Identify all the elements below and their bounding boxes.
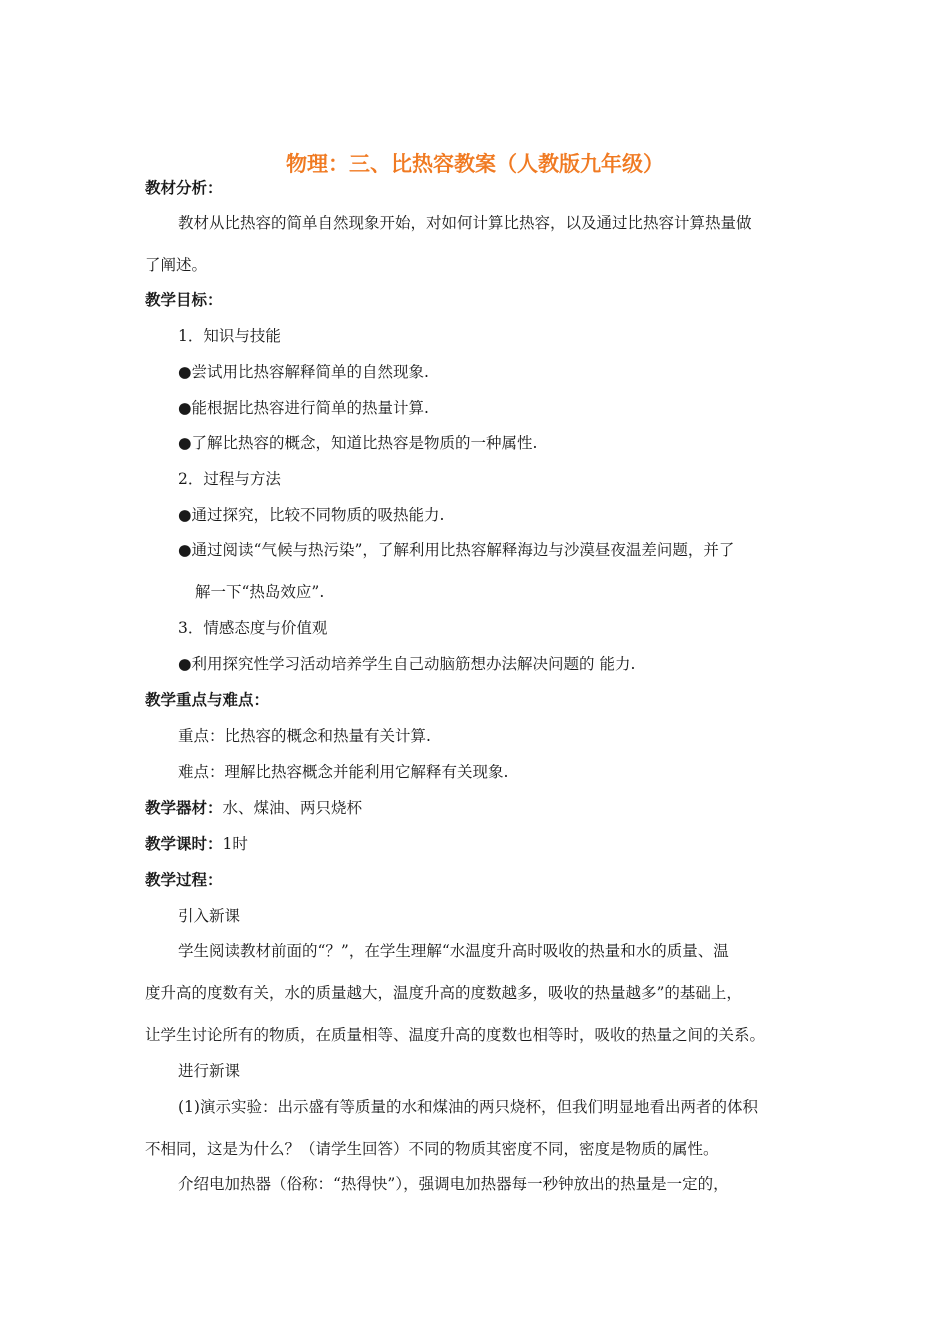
- analysis-paragraph-line-2: 了阐述。: [145, 256, 208, 274]
- keypoint-difficulty: 难点：理解比热容概念并能利用它解释有关现象.: [178, 763, 509, 781]
- equipment-row: [145, 798, 362, 818]
- goal-bullet-1: ●尝试用比热容解释简单的自然现象.: [178, 363, 429, 381]
- process-intro-label: 引入新课: [178, 907, 241, 925]
- goal-bullet-6: ●利用探究性学习活动培养学生自己动脑筋想办法解决问题的 能力.: [178, 655, 636, 673]
- goal-bullet-5-line-2: 解一下“热岛效应”.: [195, 583, 325, 601]
- hours-label: 教学课时：: [145, 835, 223, 853]
- goals-section-2: 2．过程与方法: [178, 470, 281, 488]
- goals-section-1: 1．知识与技能: [178, 327, 281, 345]
- goals-heading: 教学目标：: [145, 291, 223, 309]
- goal-bullet-5-line-1: ●通过阅读“气候与热污染”，了解利用比热容解释海边与沙漠昼夜温差问题，并了: [178, 541, 735, 559]
- process-paragraph-3: 介绍电加热器（俗称：“热得快”），强调电加热器每一秒钟放出的热量是一定的，: [178, 1175, 729, 1193]
- process-paragraph-1-line-1: 学生阅读教材前面的“？”，在学生理解“水温度升高时吸收的热量和水的质量、温: [178, 942, 729, 960]
- hours-value: 1时: [222, 835, 248, 853]
- goals-section-3: 3．情感态度与价值观: [178, 619, 328, 637]
- equipment-value: 水、煤油、两只烧杯: [222, 799, 363, 817]
- goal-bullet-4: ●通过探究，比较不同物质的吸热能力.: [178, 506, 445, 524]
- process-paragraph-2-line-1: (1)演示实验：出示盛有等质量的水和煤油的两只烧杯，但我们明显地看出两者的体积: [178, 1098, 758, 1116]
- process-paragraph-1-line-2: 度升高的度数有关，水的质量越大，温度升高的度数越多，吸收的热量越多”的基础上，: [145, 984, 742, 1002]
- keypoints-heading: 教学重点与难点：: [145, 691, 270, 709]
- process-paragraph-1-line-3: 让学生讨论所有的物质，在质量相等、温度升高的度数也相等时，吸收的热量之间的关系。: [145, 1026, 766, 1044]
- keypoint-key: 重点：比热容的概念和热量有关计算.: [178, 727, 431, 745]
- analysis-heading: 教材分析：: [145, 179, 223, 197]
- analysis-paragraph-line-1: 教材从比热容的简单自然现象开始，对如何计算比热容，以及通过比热容计算热量做: [178, 214, 752, 232]
- document-title: 物理：三、比热容教案（人教版九年级）: [286, 152, 664, 176]
- process-newlesson-label: 进行新课: [178, 1062, 241, 1080]
- process-heading: 教学过程：: [145, 871, 223, 889]
- goal-bullet-2: ●能根据比热容进行简单的热量计算.: [178, 399, 429, 417]
- goal-bullet-3: ●了解比热容的概念，知道比热容是物质的一种属性.: [178, 434, 538, 452]
- process-paragraph-2-line-2: 不相同，这是为什么？（请学生回答）不同的物质其密度不同，密度是物质的属性。: [145, 1140, 719, 1158]
- equipment-label: 教学器材：: [145, 799, 223, 817]
- hours-row: [145, 834, 248, 854]
